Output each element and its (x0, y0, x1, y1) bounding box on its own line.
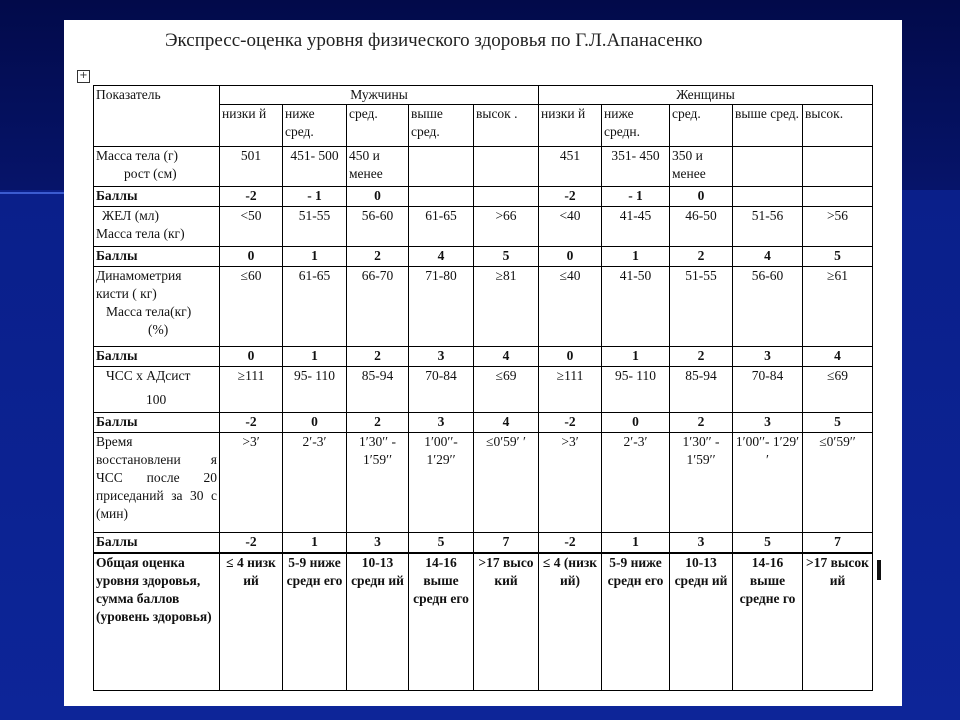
cursor-marker (877, 560, 881, 580)
value-cell: 2′-3′ (283, 433, 347, 533)
value-cell: 1′00′′- 1′29′′ (409, 433, 474, 533)
score-label: Баллы (94, 187, 220, 207)
score-cell (409, 187, 474, 207)
indicator-label: Общая оценка уровня здоровья, сумма баллов (уровень здоровья) (94, 553, 220, 691)
score-cell: 2 (670, 347, 733, 367)
score-cell: 3 (409, 347, 474, 367)
total-cell: ≤ 4 низк ий (220, 553, 283, 691)
score-label: Баллы (94, 247, 220, 267)
value-cell: 2′-3′ (602, 433, 670, 533)
value-cell: 95- 110 (602, 367, 670, 413)
table-row-zhel-score (94, 247, 873, 267)
indicator-label (94, 267, 220, 347)
label-line: (%) (148, 322, 169, 337)
table-row-heart-rate (94, 367, 873, 413)
value-cell: <50 (220, 207, 283, 247)
score-cell: 4 (803, 347, 873, 367)
value-cell: ≤69 (803, 367, 873, 413)
score-cell: 1 (602, 247, 670, 267)
value-cell: 66-70 (347, 267, 409, 347)
score-cell: 0 (539, 347, 602, 367)
score-cell (733, 187, 803, 207)
score-cell: 0 (220, 347, 283, 367)
value-cell: 51-55 (670, 267, 733, 347)
level-cell: выше сред. (409, 105, 474, 147)
value-cell (803, 147, 873, 187)
label-line: Масса тела (г) (96, 148, 179, 163)
value-cell: 450 и менее (347, 147, 409, 187)
value-cell: >66 (474, 207, 539, 247)
indicator-label (94, 367, 220, 413)
score-cell: 0 (670, 187, 733, 207)
table-row-zhel (94, 207, 873, 247)
value-cell: 70-84 (409, 367, 474, 413)
value-cell: 51-56 (733, 207, 803, 247)
label-line: Масса тела(кг) (106, 304, 192, 319)
value-cell: ≥111 (539, 367, 602, 413)
header-women: Женщины (539, 86, 873, 105)
total-cell: >17 высок ий (803, 553, 873, 691)
value-cell: ≥61 (803, 267, 873, 347)
total-cell: 5-9 ниже средн его (283, 553, 347, 691)
value-cell: <40 (539, 207, 602, 247)
value-cell: >3′ (539, 433, 602, 533)
score-cell: 3 (347, 533, 409, 553)
score-label: Баллы (94, 533, 220, 553)
value-cell: 351- 450 (602, 147, 670, 187)
score-cell: 2 (347, 413, 409, 433)
value-cell: 85-94 (670, 367, 733, 413)
score-cell: 0 (602, 413, 670, 433)
total-cell: 5-9 ниже средн его (602, 553, 670, 691)
score-cell: 7 (803, 533, 873, 553)
level-cell: низки й (220, 105, 283, 147)
value-cell (409, 147, 474, 187)
value-cell: >56 (803, 207, 873, 247)
label-line: ЖЕЛ (мл) (102, 208, 159, 223)
table-row-recovery (94, 433, 873, 533)
indicator-label (94, 207, 220, 247)
score-cell: 7 (474, 533, 539, 553)
value-cell: 51-55 (283, 207, 347, 247)
label-line: ЧСС х АДсист (106, 368, 191, 383)
value-cell: ≤60 (220, 267, 283, 347)
value-cell: 451 (539, 147, 602, 187)
level-cell: ниже средн. (602, 105, 670, 147)
score-cell: 1 (283, 347, 347, 367)
score-cell: 3 (670, 533, 733, 553)
value-cell: 41-50 (602, 267, 670, 347)
level-cell: высок . (474, 105, 539, 147)
header-row (94, 86, 873, 105)
score-cell (803, 187, 873, 207)
score-cell: 5 (733, 533, 803, 553)
score-label: Баллы (94, 347, 220, 367)
score-cell: 5 (474, 247, 539, 267)
score-cell: 1 (602, 347, 670, 367)
value-cell: 70-84 (733, 367, 803, 413)
table-row-mass (94, 147, 873, 187)
table-row-dynamometry (94, 267, 873, 347)
score-cell: 1 (602, 533, 670, 553)
label-line: Масса тела (кг) (96, 226, 185, 241)
score-cell: 0 (283, 413, 347, 433)
value-cell: ≥111 (220, 367, 283, 413)
total-cell: 10-13 средн ий (670, 553, 733, 691)
score-cell: 2 (670, 413, 733, 433)
value-cell: 350 и менее (670, 147, 733, 187)
value-cell (733, 147, 803, 187)
value-cell (474, 147, 539, 187)
label-line: рост (см) (124, 166, 177, 181)
total-cell: 10-13 средн ий (347, 553, 409, 691)
value-cell: >3′ (220, 433, 283, 533)
score-cell: 1 (283, 533, 347, 553)
score-cell: 5 (803, 247, 873, 267)
score-cell: 1 (283, 247, 347, 267)
score-cell: - 1 (602, 187, 670, 207)
score-cell (474, 187, 539, 207)
total-cell: >17 высо кий (474, 553, 539, 691)
label-line: 100 (146, 392, 167, 407)
value-cell: 41-45 (602, 207, 670, 247)
score-cell: -2 (539, 187, 602, 207)
total-cell: 14-16 выше средн его (409, 553, 474, 691)
score-cell: 2 (347, 347, 409, 367)
value-cell: 71-80 (409, 267, 474, 347)
value-cell: ≤69 (474, 367, 539, 413)
value-cell: ≤0′59′′ (803, 433, 873, 533)
indicator-label (94, 147, 220, 187)
value-cell: 56-60 (733, 267, 803, 347)
level-cell: сред. (347, 105, 409, 147)
value-cell: ≤40 (539, 267, 602, 347)
value-cell: 1′30′′ - 1′59′′ (670, 433, 733, 533)
value-cell: 1′30′′ - 1′59′′ (347, 433, 409, 533)
score-cell: -2 (220, 533, 283, 553)
score-cell: 5 (409, 533, 474, 553)
score-cell: 0 (539, 247, 602, 267)
score-cell: 4 (474, 347, 539, 367)
score-cell: 0 (220, 247, 283, 267)
score-cell: 2 (670, 247, 733, 267)
total-cell: ≤ 4 (низк ий) (539, 553, 602, 691)
value-cell: 61-65 (283, 267, 347, 347)
value-cell: 451- 500 (283, 147, 347, 187)
score-cell: -2 (539, 533, 602, 553)
score-cell: 3 (733, 347, 803, 367)
value-cell: 95- 110 (283, 367, 347, 413)
level-cell: низки й (539, 105, 602, 147)
table-row-total (94, 553, 873, 691)
level-cell: ниже сред. (283, 105, 347, 147)
value-cell: 56-60 (347, 207, 409, 247)
table-move-handle-icon[interactable]: + (77, 70, 90, 83)
value-cell: 1′00′′- 1′29′′ (733, 433, 803, 533)
value-cell: ≤0′59′ ′ (474, 433, 539, 533)
score-cell: 2 (347, 247, 409, 267)
score-label: Баллы (94, 413, 220, 433)
table-row-dynamometry-score (94, 347, 873, 367)
value-cell: ≥81 (474, 267, 539, 347)
score-cell: 3 (409, 413, 474, 433)
score-cell: -2 (220, 413, 283, 433)
value-cell: 501 (220, 147, 283, 187)
label-line: Динамометрия кисти ( кг) (96, 268, 182, 301)
score-cell: -2 (539, 413, 602, 433)
health-assessment-table (93, 85, 873, 691)
header-men: Мужчины (220, 86, 539, 105)
indicator-label: Время восстановлени я ЧСС после 20 приседаний за 30 с (мин) (94, 433, 220, 533)
score-cell: 3 (733, 413, 803, 433)
score-cell: 0 (347, 187, 409, 207)
score-cell: 4 (409, 247, 474, 267)
level-cell: сред. (670, 105, 733, 147)
score-cell: 5 (803, 413, 873, 433)
score-cell: - 1 (283, 187, 347, 207)
score-cell: 4 (733, 247, 803, 267)
value-cell: 85-94 (347, 367, 409, 413)
score-cell: 4 (474, 413, 539, 433)
page-title: Экспресс-оценка уровня физического здоровья по Г.Л.Апанасенко (165, 30, 703, 51)
value-cell: 61-65 (409, 207, 474, 247)
level-cell: выше сред. (733, 105, 803, 147)
level-cell: высок. (803, 105, 873, 147)
header-indicator: Показатель (94, 86, 220, 147)
table-row-heart-rate-score (94, 413, 873, 433)
total-cell: 14-16 выше средне го (733, 553, 803, 691)
table-row-recovery-score (94, 533, 873, 553)
score-cell: -2 (220, 187, 283, 207)
table-row-mass-score (94, 187, 873, 207)
value-cell: 46-50 (670, 207, 733, 247)
